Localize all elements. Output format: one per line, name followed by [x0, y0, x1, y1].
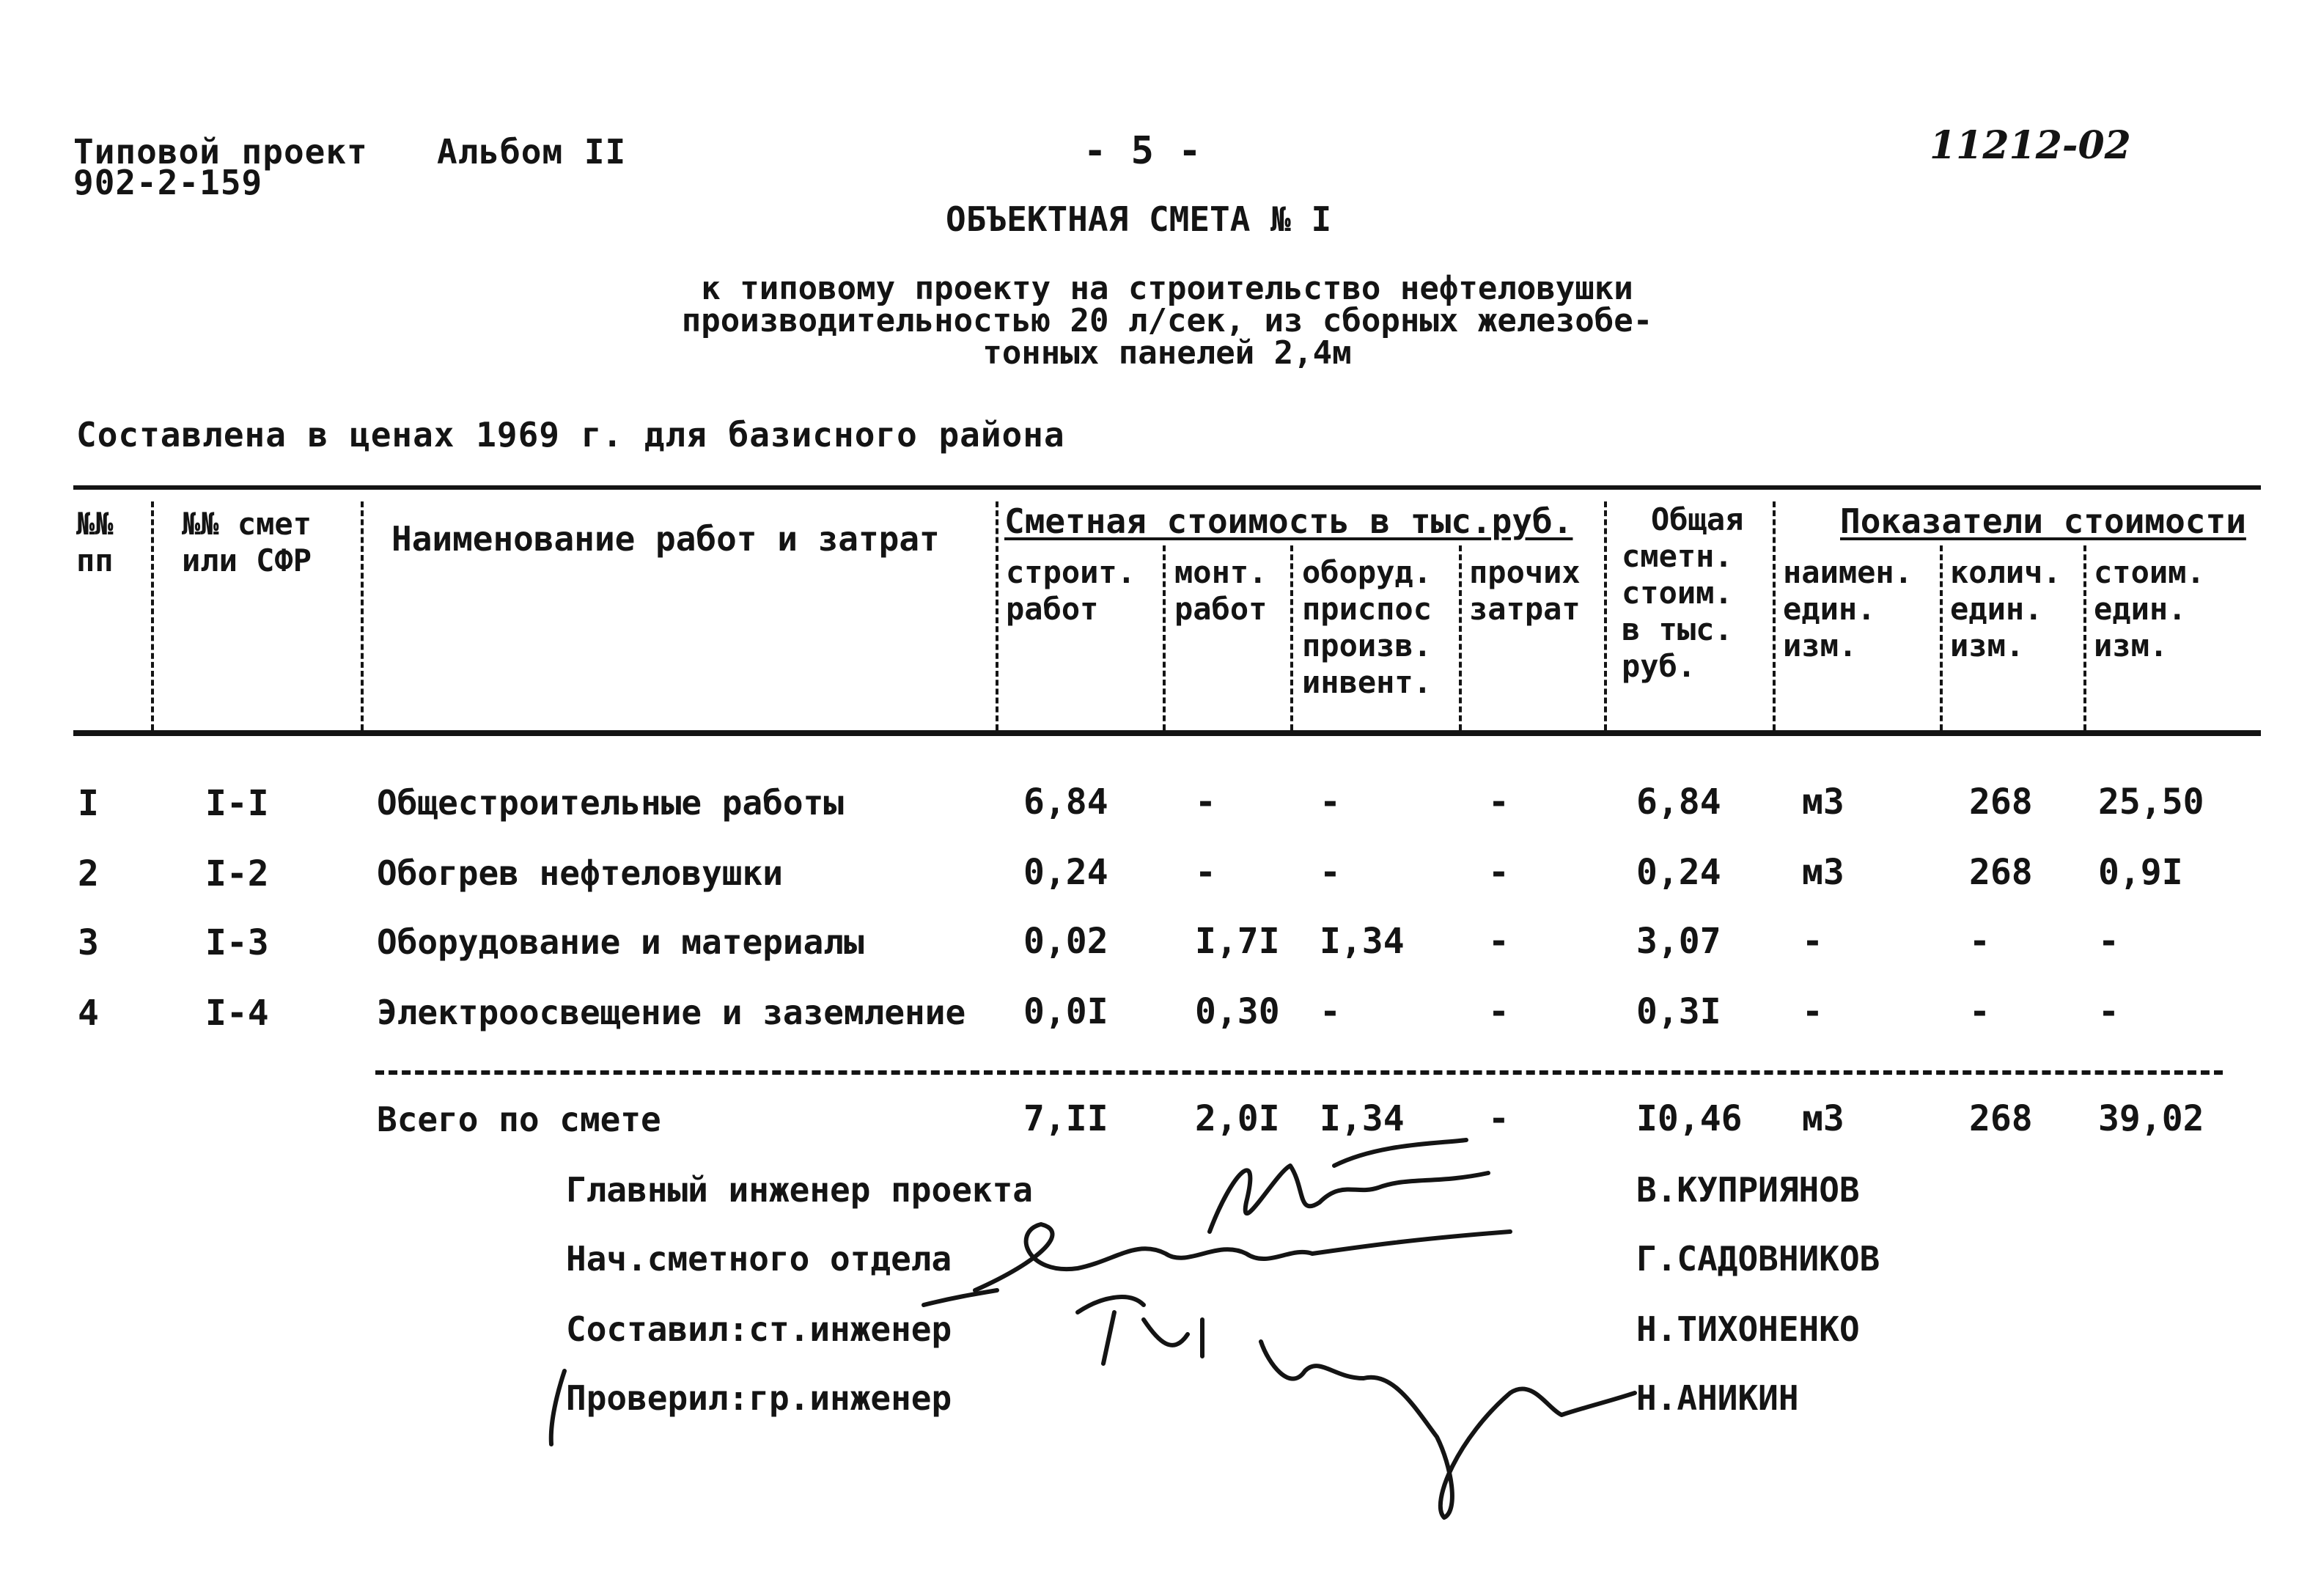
header-equipment: оборуд. приспос произв. инвент.: [1302, 554, 1432, 700]
signature-name: В.КУПРИЯНОВ: [1636, 1170, 1860, 1210]
header-estimate: №№ смет или СФР: [182, 506, 312, 578]
header-name: Наименование работ и затрат: [391, 519, 940, 559]
cell-unit-cost: -: [2098, 991, 2119, 1032]
header-cost-group: Сметная стоимость в тыс.руб.: [1004, 501, 1573, 541]
cell-total: 0,24: [1636, 852, 1721, 893]
header-num: №№ пп: [76, 506, 114, 578]
cell-other: -: [1488, 921, 1509, 962]
cell-name: Обогрев нефтеловушки: [377, 853, 783, 893]
header-construction: строит. работ: [1006, 554, 1136, 627]
cell-name: Оборудование и материалы: [377, 922, 864, 962]
cell-installation: -: [1195, 782, 1216, 823]
cell-total: 0,3I: [1636, 991, 1721, 1032]
subtitle-line: к типовому проекту на строительство нефтеловушки: [701, 270, 1633, 307]
prices-note: Составлена в ценах 1969 г. для базисного района: [76, 415, 1065, 455]
cell-construction: 0,0I: [1023, 991, 1108, 1032]
cell-qty: 268: [1969, 852, 2033, 893]
page-number: - 5 -: [1084, 129, 1202, 173]
signature-name: Н.АНИКИН: [1636, 1378, 1799, 1418]
cell-installation: -: [1195, 852, 1216, 893]
subtitle-line: тонных панелей 2,4м: [982, 334, 1352, 372]
cell-estimate: I-4: [205, 993, 269, 1034]
cell-unit-cost: 0,9I: [2098, 852, 2183, 893]
cell-unit: м3: [1802, 852, 1844, 893]
cell-num: 3: [78, 922, 99, 963]
cell-other: -: [1488, 991, 1509, 1032]
signature-scribble: [1078, 1297, 1202, 1364]
signature-scribble: [975, 1224, 1510, 1290]
header-unit-qty: колич. един. изм.: [1950, 554, 2061, 663]
cell-unit-cost: 25,50: [2098, 782, 2204, 823]
cell-num: I: [78, 783, 99, 824]
cell-qty: -: [1969, 921, 1990, 962]
cell-qty: 268: [1969, 782, 2033, 823]
cell-installation: 0,30: [1195, 991, 1280, 1032]
cell-equipment: -: [1320, 852, 1341, 893]
header-indicators-group: Показатели стоимости: [1840, 501, 2246, 541]
cell-unit: -: [1802, 921, 1823, 962]
signature-scribble: [1210, 1166, 1488, 1232]
signature-role: Проверил:гр.инженер: [566, 1378, 952, 1418]
project-number: 902-2-159: [73, 163, 263, 202]
cell-unit: м3: [1802, 782, 1844, 823]
total-equipment: I,34: [1320, 1098, 1405, 1139]
signature-scribble: [924, 1290, 997, 1305]
cell-estimate: I-2: [205, 853, 269, 894]
cell-num: 4: [78, 993, 99, 1034]
signature-role: Главный инженер проекта: [566, 1170, 1033, 1210]
total-qty: 268: [1969, 1098, 2033, 1139]
header-other: прочих затрат: [1469, 554, 1581, 627]
album-label: Альбом II: [437, 132, 627, 172]
header-unit-cost: стоим. един. изм.: [2094, 554, 2205, 663]
signature-scribble: [1261, 1342, 1635, 1518]
cell-installation: I,7I: [1195, 921, 1280, 962]
cell-num: 2: [78, 853, 99, 894]
cell-construction: 0,24: [1023, 852, 1108, 893]
total-unit-cost: 39,02: [2098, 1098, 2204, 1139]
signature-scribble: [551, 1371, 564, 1444]
cell-total: 3,07: [1636, 921, 1721, 962]
project-label: Типовой проект: [73, 132, 368, 172]
cell-other: -: [1488, 782, 1509, 823]
cell-equipment: I,34: [1320, 921, 1405, 962]
cell-name: Общестроительные работы: [377, 783, 844, 823]
header-unit-name: наимен. един. изм.: [1783, 554, 1913, 663]
signature-role: Составил:ст.инженер: [566, 1309, 952, 1349]
cell-total: 6,84: [1636, 782, 1721, 823]
cell-estimate: I-3: [205, 922, 269, 963]
subtitle-line: производительностью 20 л/сек, из сборных железобе-: [681, 302, 1653, 339]
header-total: Общая сметн. стоим. в тыс. руб.: [1622, 501, 1744, 684]
header-installation: монт. работ: [1174, 554, 1268, 627]
signature-name: Г.САДОВНИКОВ: [1636, 1239, 1880, 1279]
cell-unit: -: [1802, 991, 1823, 1032]
total-other: -: [1488, 1098, 1509, 1139]
cell-estimate: I-I: [205, 783, 269, 824]
cell-construction: 6,84: [1023, 782, 1108, 823]
document-code: 11212-02: [1930, 123, 2131, 168]
cell-other: -: [1488, 852, 1509, 893]
cell-unit-cost: -: [2098, 921, 2119, 962]
total-label: Всего по смете: [377, 1100, 661, 1139]
cell-equipment: -: [1320, 991, 1341, 1032]
cell-construction: 0,02: [1023, 921, 1108, 962]
cell-name: Электроосвещение и заземление: [377, 993, 966, 1032]
total-installation: 2,0I: [1195, 1098, 1280, 1139]
cell-equipment: -: [1320, 782, 1341, 823]
page-title: ОБЪЕКТНАЯ СМЕТА № I: [946, 199, 1332, 239]
signature-name: Н.ТИХОНЕНКО: [1636, 1309, 1860, 1349]
signature-scribble: [1334, 1140, 1466, 1166]
total-total: I0,46: [1636, 1098, 1743, 1139]
signature-role: Нач.сметного отдела: [566, 1239, 952, 1279]
cell-qty: -: [1969, 991, 1990, 1032]
total-construction: 7,II: [1023, 1098, 1108, 1139]
total-unit: м3: [1802, 1098, 1844, 1139]
